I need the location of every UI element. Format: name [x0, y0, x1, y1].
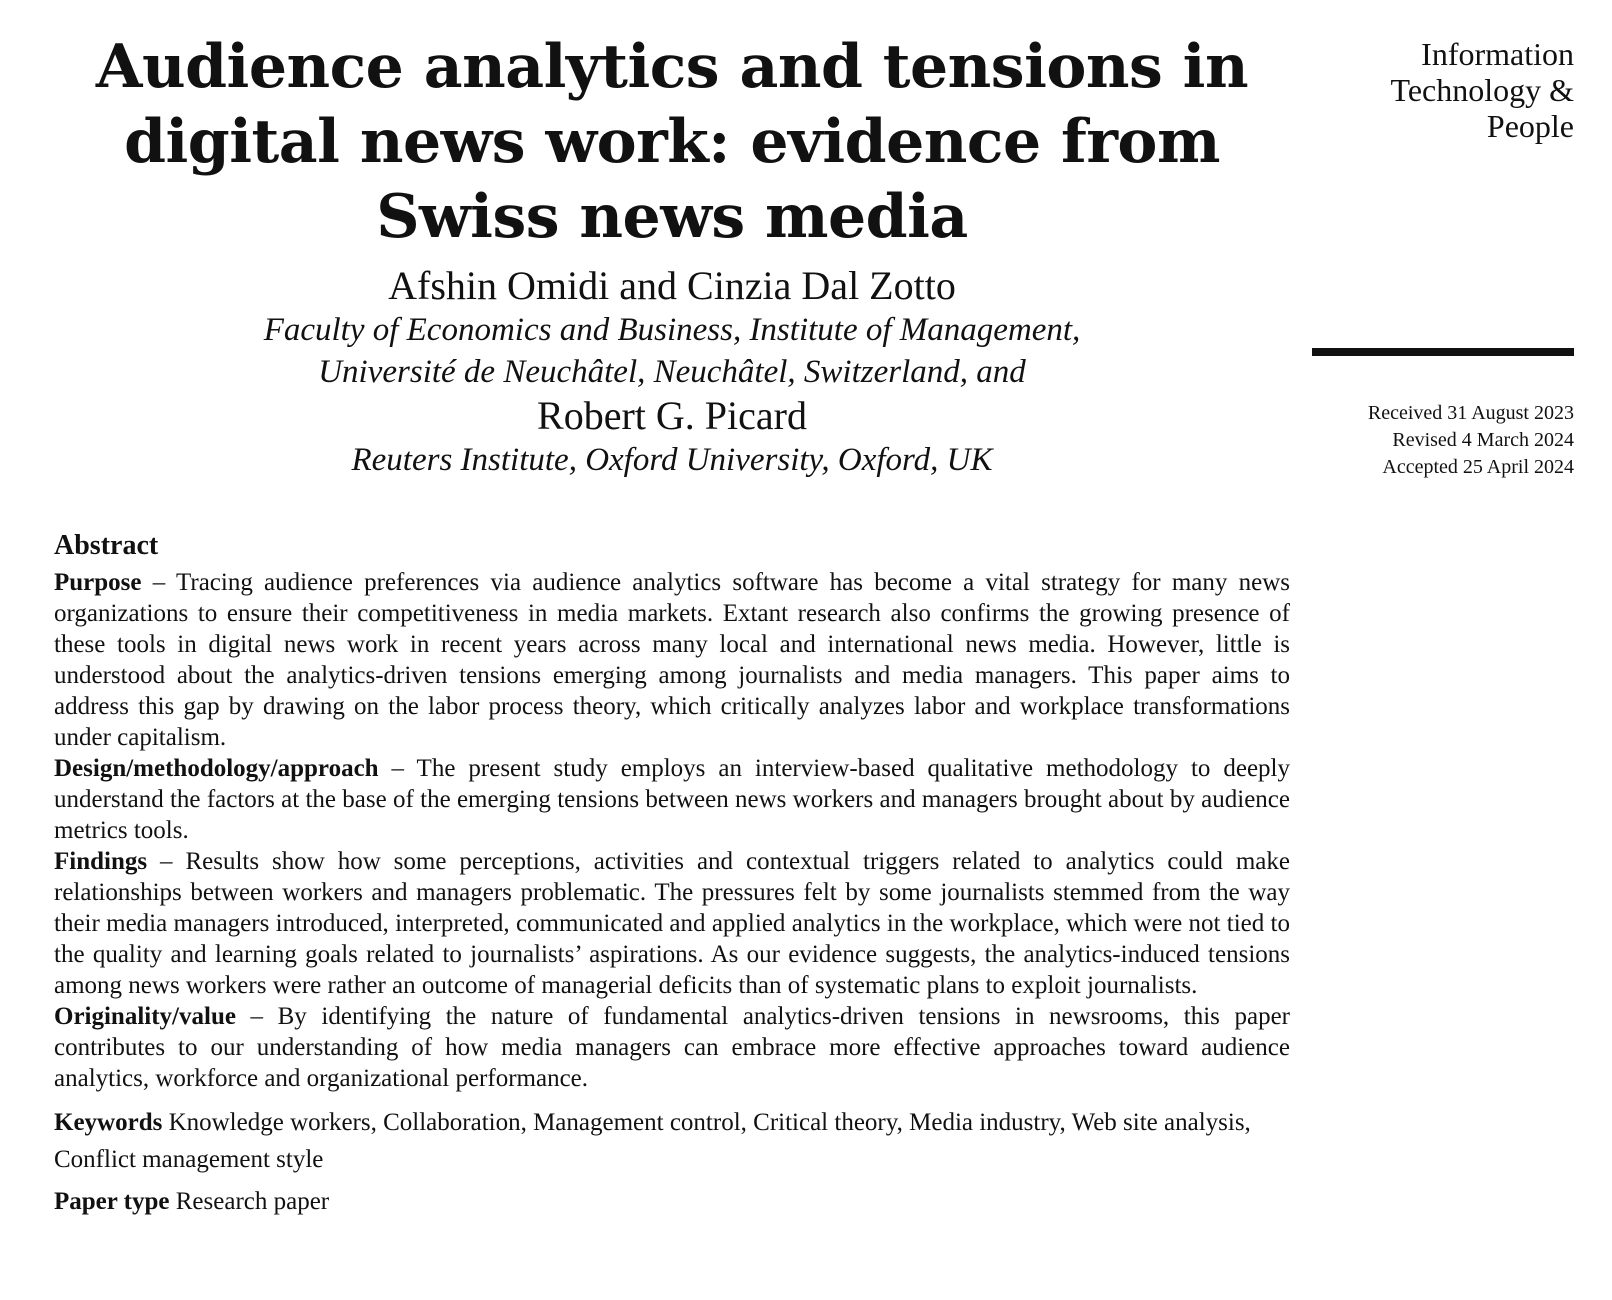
journal-name — [1312, 36, 1574, 144]
originality-text: – By identifying the nature of fundamental analytics-driven tensions in newsrooms, this paper contributes to our understanding of how media managers can embrace more effective approaches toward audience analytics, workforce and organizational performance. — [54, 1003, 1290, 1092]
originality-label: Originality/value — [54, 1003, 236, 1030]
design-text: – The present study employs an interview-based qualitative methodology to deeply understand the factors at the base of the emerging tensions between news workers and managers brought about by audience metrics tools. — [54, 755, 1290, 844]
journal-name-line-2: Technology & — [1390, 72, 1574, 108]
authors-line-1: Afshin Omidi and Cinzia Dal Zotto — [388, 263, 956, 308]
paper-type-label: Paper type — [54, 1188, 170, 1215]
keywords-text: Knowledge workers, Collaboration, Management control, Critical theory, Media industry, Web site analysis, Conflict management style — [54, 1109, 1251, 1173]
abstract-purpose — [54, 567, 1290, 753]
received-date: Received 31 August 2023 — [1367, 402, 1574, 424]
revised-date: Revised 4 March 2024 — [1392, 429, 1574, 451]
abstract — [54, 529, 1290, 1217]
abstract-originality — [54, 1001, 1290, 1094]
author-block — [54, 263, 1290, 481]
design-label: Design/methodology/approach — [54, 755, 379, 782]
article-title: Audience analytics and tensions in digital news work: evidence from Swiss news media — [95, 32, 1249, 252]
abstract-heading: Abstract — [54, 530, 159, 561]
keywords-label: Keywords — [54, 1109, 163, 1136]
paper-type-text: Research paper — [169, 1188, 330, 1215]
purpose-text: – Tracing audience preferences via audience analytics software has become a vital strategy for many news organizations to ensure their competitiveness in media markets. Extant research also confirms the growing presence of these tools in digital news work in recent years across many local and international news media. However, little is understood about the analytics-driven tensions emerging among journalists and media managers. This paper aims to address this gap by drawing on the labor process theory, which critically analyzes labor and workplace transformations under capitalism. — [54, 569, 1290, 751]
abstract-findings — [54, 846, 1290, 1001]
findings-label: Findings — [54, 848, 148, 875]
affiliation-2: Reuters Institute, Oxford University, Oxford, UK — [351, 442, 993, 478]
findings-text: – Results show how some perceptions, activities and contextual triggers related to analytics could make relationships between workers and managers problematic. The pressures felt by some journalists stemmed from the way their media managers introduced, interpreted, communicated and applied analytics in the workplace, which were not tied to the quality and learning goals related to journalists’ aspirations. As our evidence suggests, the analytics-induced tensions among news workers were rather an outcome of managerial deficits than of systematic plans to exploit journalists. — [54, 848, 1290, 999]
article-dates — [1312, 400, 1574, 481]
paper-type — [54, 1186, 1290, 1217]
authors-line-2: Robert G. Picard — [537, 393, 807, 438]
journal-name-line-3: People — [1486, 108, 1574, 144]
accepted-date: Accepted 25 April 2024 — [1382, 456, 1574, 478]
journal-name-line-1: Information — [1421, 36, 1574, 72]
sidebar-rule — [1312, 348, 1574, 356]
keywords — [54, 1104, 1290, 1178]
article-main — [54, 30, 1290, 1217]
journal-sidebar — [1312, 36, 1574, 481]
affiliation-1-line-2: Université de Neuchâtel, Neuchâtel, Switzerland, and — [318, 354, 1026, 390]
abstract-design — [54, 753, 1290, 846]
purpose-label: Purpose — [54, 569, 142, 596]
affiliation-1-line-1: Faculty of Economics and Business, Institute of Management, — [263, 312, 1081, 348]
